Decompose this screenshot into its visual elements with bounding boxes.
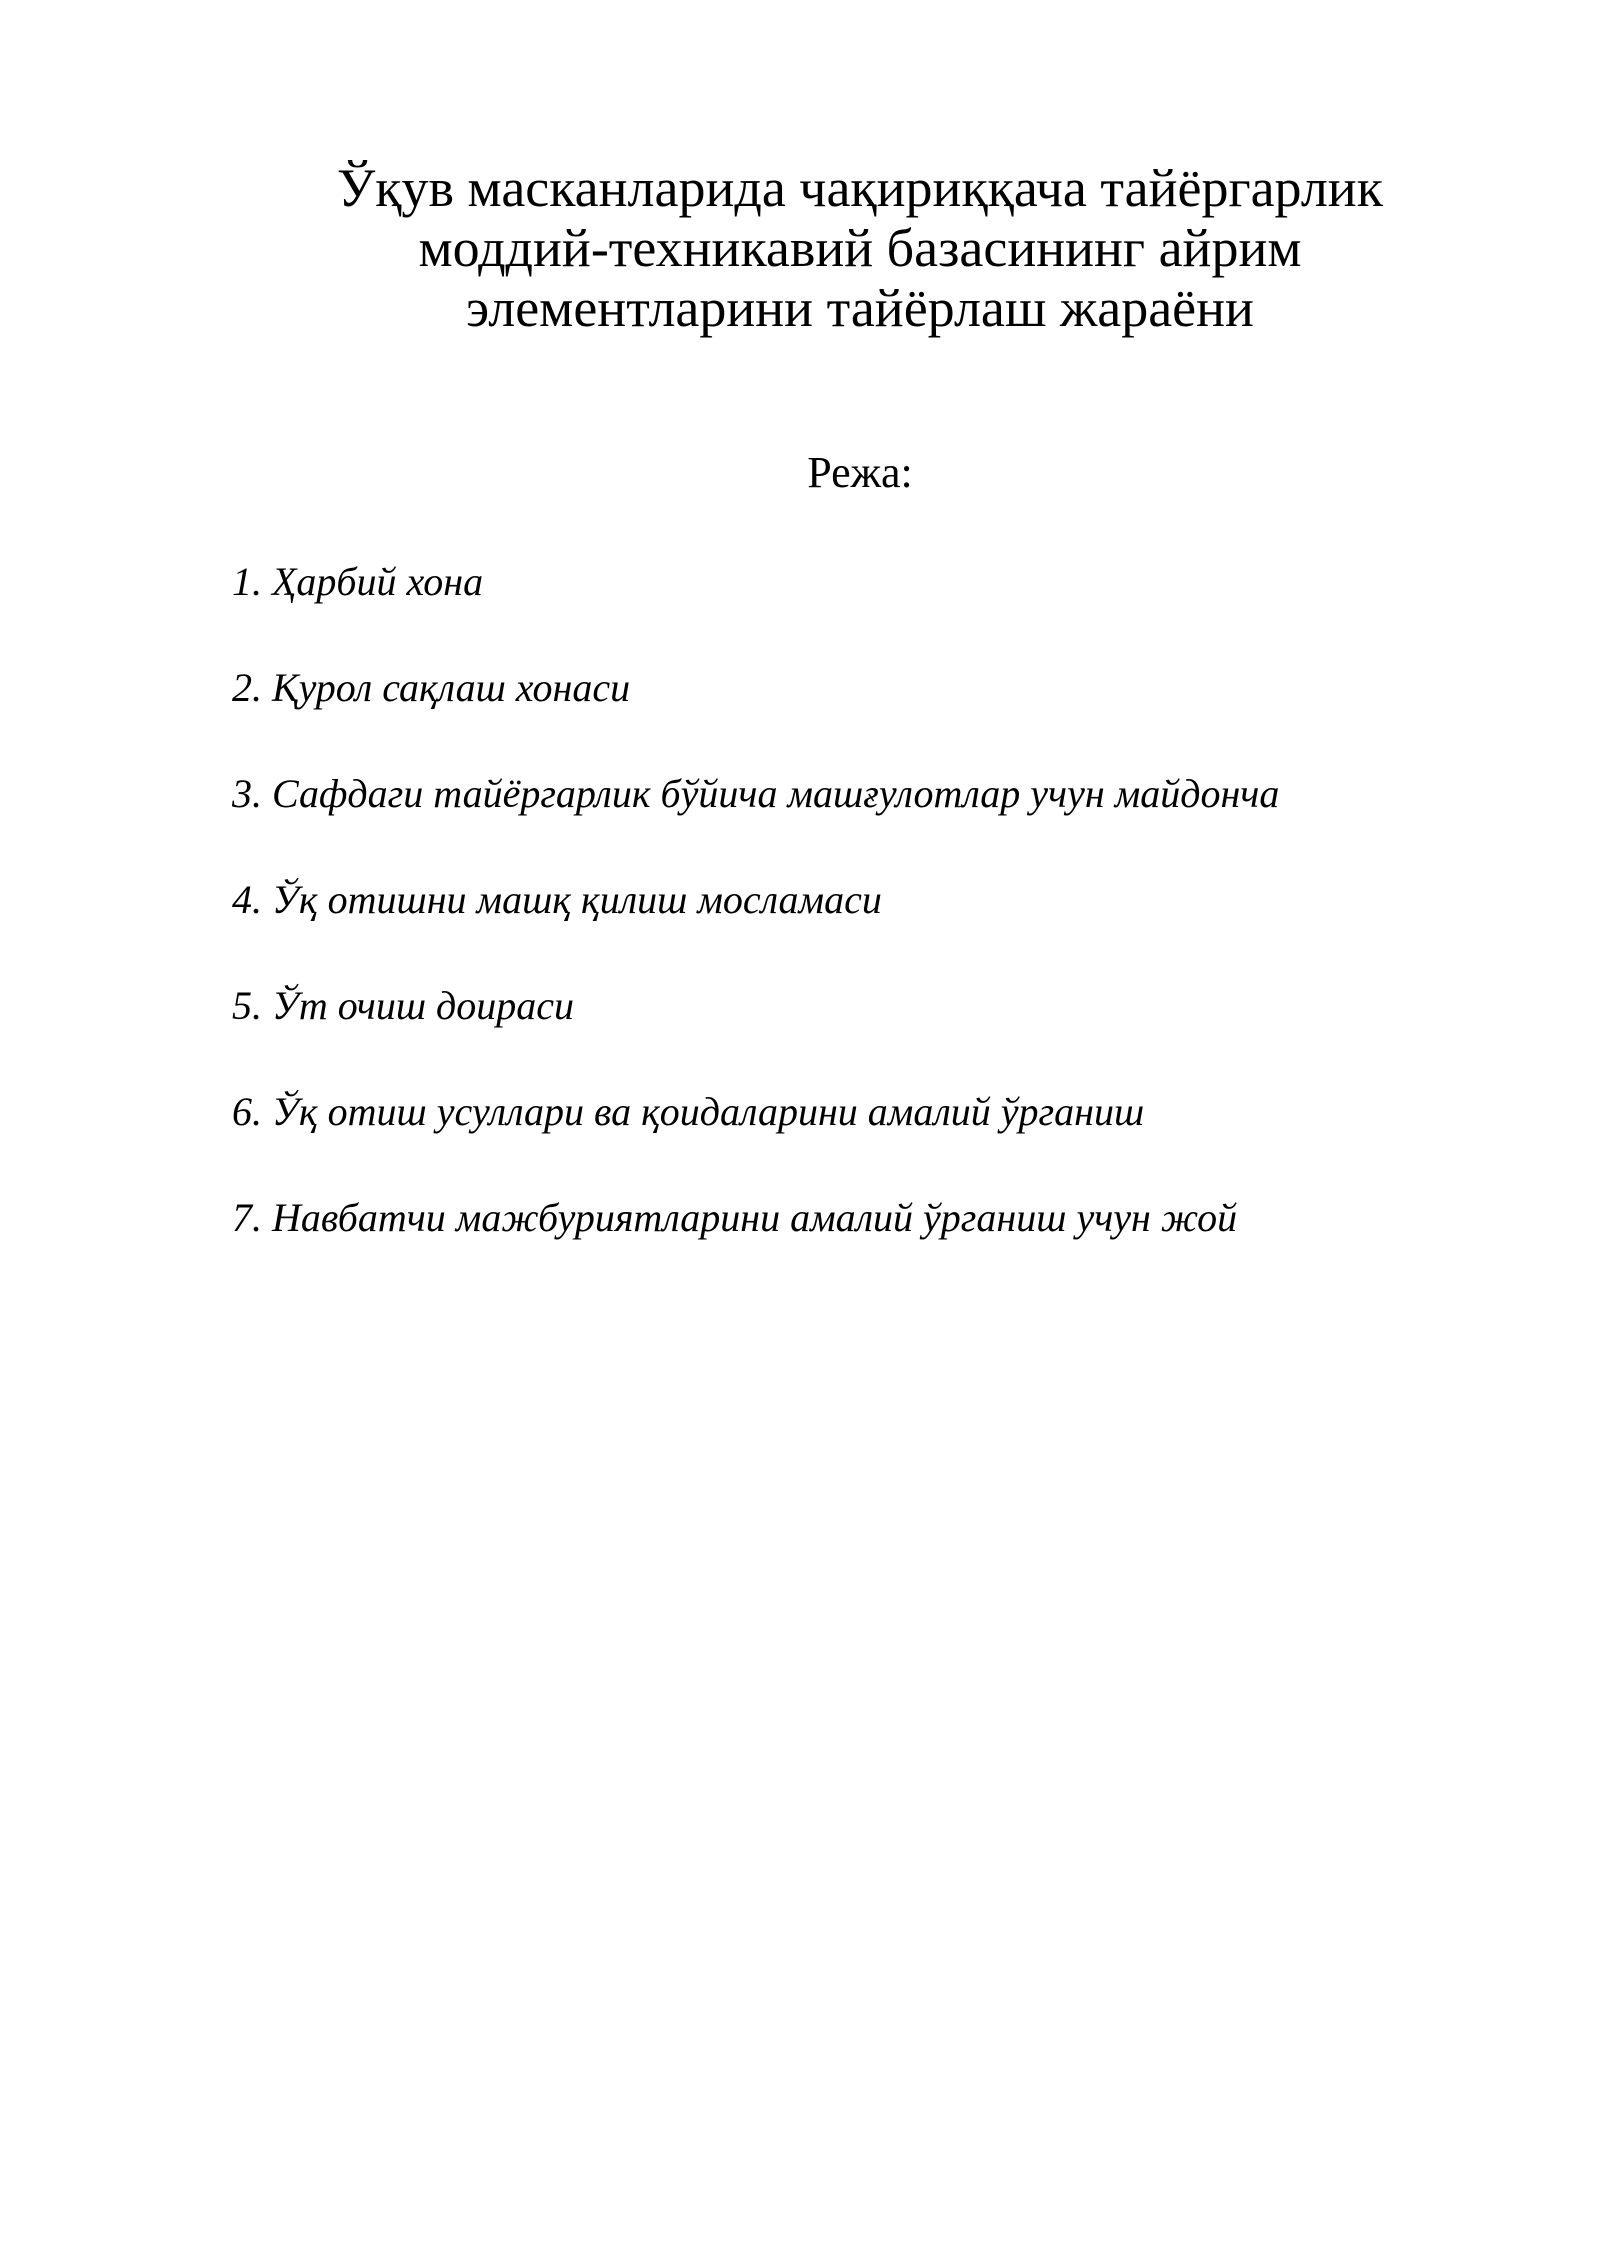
plan-item: 5. Ўт очиш доираси <box>232 983 575 1028</box>
plan-item: 1. Ҳарбий хона <box>232 559 484 604</box>
plan-list <box>232 557 1482 1299</box>
plan-item: 2. Қурол сақлаш хонаси <box>232 665 631 710</box>
plan-heading: Режа: <box>807 448 913 497</box>
title-line: моддий-техникавий базасининг айрим <box>418 218 1302 278</box>
title-line: элементларини тайёрлаш жараёни <box>466 278 1254 338</box>
plan-item: 7. Навбатчи мажбуриятларини амалий ўрганиш учун жой <box>232 1195 1238 1240</box>
document-title <box>240 158 1480 338</box>
title-line: Ўқув масканларида чақириққача тайёргарлик <box>337 158 1383 218</box>
plan-item: 3. Сафдаги тайёргарлик бўйича машғулотлар учун майдонча <box>232 771 1280 816</box>
plan-item: 6. Ўқ отиш усуллари ва қоидаларини амалий ўрганиш <box>232 1089 1145 1134</box>
plan-item: 4. Ўқ отишни машқ қилиш мосламаси <box>232 877 882 922</box>
